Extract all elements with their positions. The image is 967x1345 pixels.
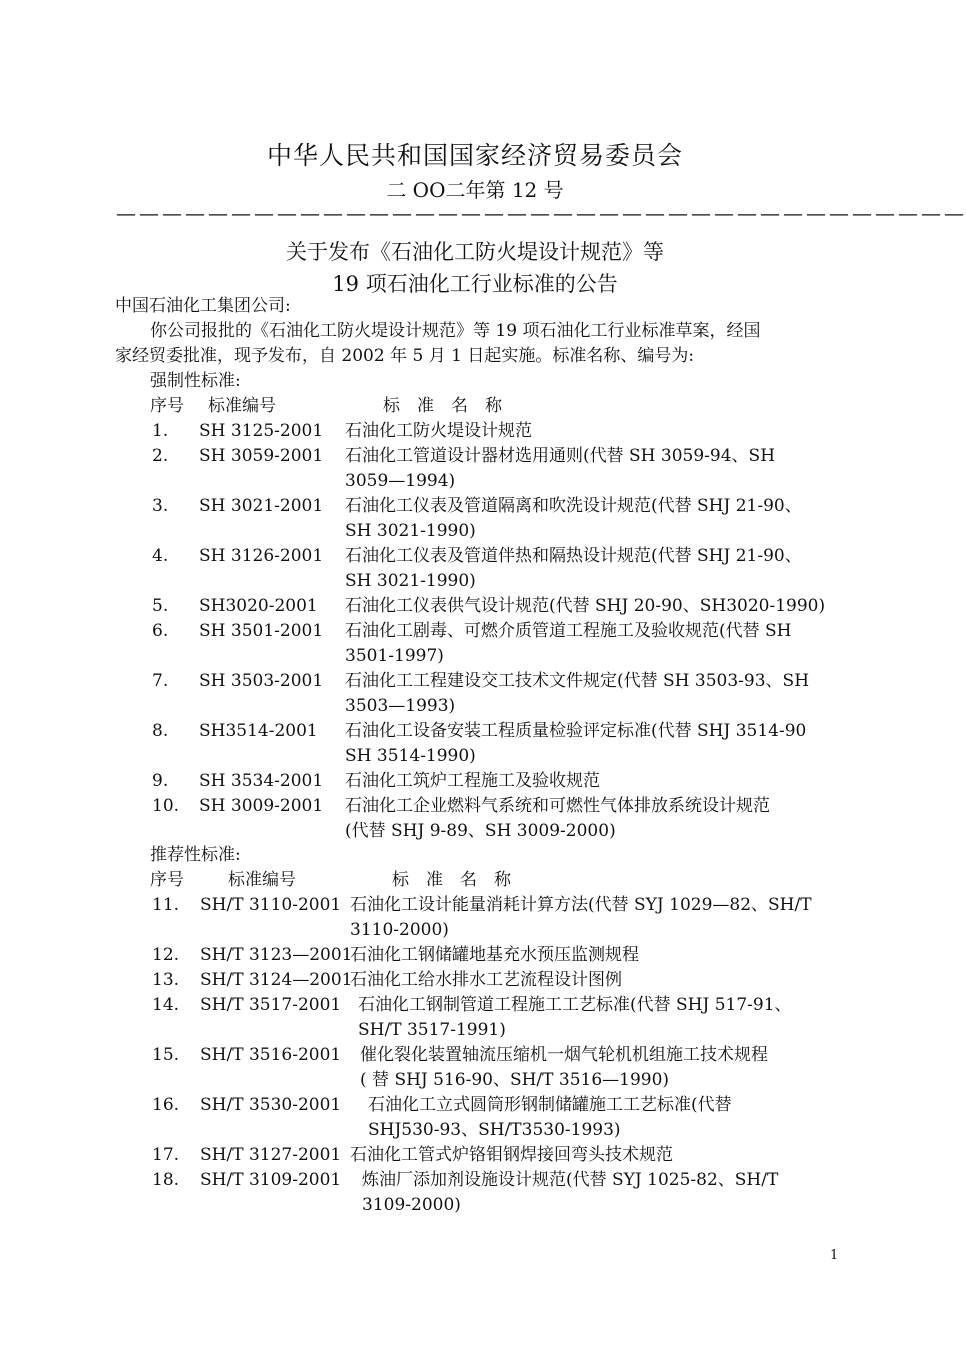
standard-name: 炼油厂添加剂设施设计规范(代替 SYJ 1025-82、SH/T	[362, 1170, 779, 1190]
standard-code: SH 3501-2001	[199, 621, 324, 641]
standard-code: SH/T 3530-2001	[200, 1095, 342, 1115]
standard-name: 石油化工管式炉铬钼钢焊接回弯头技术规范	[350, 1145, 673, 1165]
standard-name-continued: 3109-2000)	[362, 1195, 461, 1215]
standard-seq-no: 10.	[152, 796, 180, 816]
salutation: 中国石油化工集团公司:	[115, 296, 291, 316]
standard-code: SH/T 3516-2001	[200, 1045, 342, 1065]
standard-name-continued: 3501-1997)	[345, 646, 444, 666]
standard-name: 石油化工设计能量消耗计算方法(代替 SYJ 1029—82、SH/T	[350, 895, 812, 915]
standard-seq-no: 8.	[152, 721, 169, 741]
standard-seq-no: 4.	[152, 546, 169, 566]
standard-code: SH/T 3517-2001	[200, 995, 342, 1015]
standard-seq-no: 3.	[152, 496, 169, 516]
standard-code: SH 3503-2001	[199, 671, 324, 691]
col-header-code: 标准编号	[228, 870, 296, 890]
standard-name: 石油化工仪表供气设计规范(代替 SHJ 20-90、SH3020-1990)	[345, 596, 826, 616]
standard-name: 石油化工设备安装工程质量检验评定标准(代替 SHJ 3514-90	[345, 721, 807, 741]
standard-code: SH/T 3109-2001	[200, 1170, 342, 1190]
standard-name: 石油化工工程建设交工技术文件规定(代替 SH 3503-93、SH	[345, 671, 810, 691]
col-header-no: 序号	[150, 396, 184, 416]
standard-code: SH 3126-2001	[199, 546, 324, 566]
standard-code: SH 3021-2001	[199, 496, 324, 516]
standard-name: 石油化工企业燃料气系统和可燃性气体排放系统设计规范	[345, 796, 770, 816]
standard-seq-no: 17.	[152, 1145, 180, 1165]
col-header-no: 序号	[150, 870, 184, 890]
standard-name: 石油化工防火堤设计规范	[345, 421, 532, 441]
standard-name: 石油化工剧毒、可燃介质管道工程施工及验收规范(代替 SH	[345, 621, 792, 641]
issuing-organization: 中华人民共和国国家经济贸易委员会	[266, 141, 683, 170]
separator-line: —————————————————————————————————————	[116, 201, 967, 225]
standard-code: SH3020-2001	[199, 596, 318, 616]
standard-seq-no: 13.	[152, 970, 180, 990]
standard-code: SH/T 3127-2001	[200, 1145, 342, 1165]
standard-name-continued: SH 3021-1990)	[345, 571, 476, 591]
standard-name: 催化裂化装置轴流压缩机一烟气轮机机组施工技术规程	[360, 1045, 768, 1065]
notice-title-line-1: 关于发布《石油化工防火堤设计规范》等	[286, 240, 664, 264]
standard-name: 石油化工立式圆筒形钢制储罐施工工艺标准(代替	[368, 1095, 732, 1115]
standard-seq-no: 2.	[152, 446, 169, 466]
standard-name-continued: 3059—1994)	[345, 471, 456, 491]
standard-name-continued: 3110-2000)	[350, 920, 449, 940]
standard-code: SH/T 3123—2001	[200, 945, 353, 965]
col-header-code: 标准编号	[208, 396, 276, 416]
standard-name: 石油化工仪表及管道隔离和吹洗设计规范(代替 SHJ 21-90、	[345, 496, 802, 516]
standard-name-continued: SHJ530-93、SH/T3530-1993)	[368, 1120, 621, 1140]
standard-seq-no: 6.	[152, 621, 169, 641]
standard-name: 石油化工仪表及管道伴热和隔热设计规范(代替 SHJ 21-90、	[345, 546, 802, 566]
standard-seq-no: 15.	[152, 1045, 180, 1065]
standard-seq-no: 11.	[152, 895, 180, 915]
standard-seq-no: 9.	[152, 771, 169, 791]
standard-seq-no: 14.	[152, 995, 180, 1015]
mandatory-heading: 强制性标准:	[150, 371, 241, 391]
standard-name-continued: SH/T 3517-1991)	[358, 1020, 506, 1040]
standard-name-continued: SH 3021-1990)	[345, 521, 476, 541]
standard-code: SH/T 3124—2001	[200, 970, 353, 990]
standard-code: SH/T 3110-2001	[200, 895, 342, 915]
page-number: 1	[830, 1248, 839, 1263]
standard-name-continued: ( 替 SHJ 516-90、SH/T 3516—1990)	[360, 1070, 670, 1090]
standard-code: SH 3125-2001	[199, 421, 324, 441]
standard-seq-no: 16.	[152, 1095, 180, 1115]
standard-code: SH 3059-2001	[199, 446, 324, 466]
standard-name: 石油化工筑炉工程施工及验收规范	[345, 771, 600, 791]
standard-code: SH 3534-2001	[199, 771, 324, 791]
standard-name: 石油化工钢制管道工程施工工艺标准(代替 SHJ 517-91、	[358, 995, 792, 1015]
standard-seq-no: 12.	[152, 945, 180, 965]
col-header-name: 标 准 名 称	[383, 396, 502, 416]
standard-seq-no: 7.	[152, 671, 169, 691]
notice-title-line-2: 19 项石油化工行业标准的公告	[332, 272, 618, 296]
standard-name-continued: SH 3514-1990)	[345, 746, 476, 766]
standard-seq-no: 18.	[152, 1170, 180, 1190]
standard-name: 石油化工给水排水工艺流程设计图例	[350, 970, 622, 990]
col-header-name: 标 准 名 称	[392, 870, 511, 890]
standard-name: 石油化工钢储罐地基充水预压监测规程	[350, 945, 639, 965]
standard-code: SH3514-2001	[199, 721, 318, 741]
paragraph-line-1: 你公司报批的《石油化工防火堤设计规范》等 19 项石油化工行业标准草案，经国	[150, 321, 761, 341]
recommended-heading: 推荐性标准:	[150, 845, 241, 865]
standard-seq-no: 1.	[152, 421, 169, 441]
document-number: 二 OO二年第 12 号	[386, 178, 564, 202]
standard-name: 石油化工管道设计器材选用通则(代替 SH 3059-94、SH	[345, 446, 776, 466]
standard-name-continued: 3503—1993)	[345, 696, 456, 716]
standard-code: SH 3009-2001	[199, 796, 324, 816]
standard-name-continued: (代替 SHJ 9-89、SH 3009-2000)	[345, 821, 616, 841]
paragraph-line-2: 家经贸委批准，现予发布，自 2002 年 5 月 1 日起实施。标准名称、编号为:	[115, 346, 695, 366]
standard-seq-no: 5.	[152, 596, 169, 616]
